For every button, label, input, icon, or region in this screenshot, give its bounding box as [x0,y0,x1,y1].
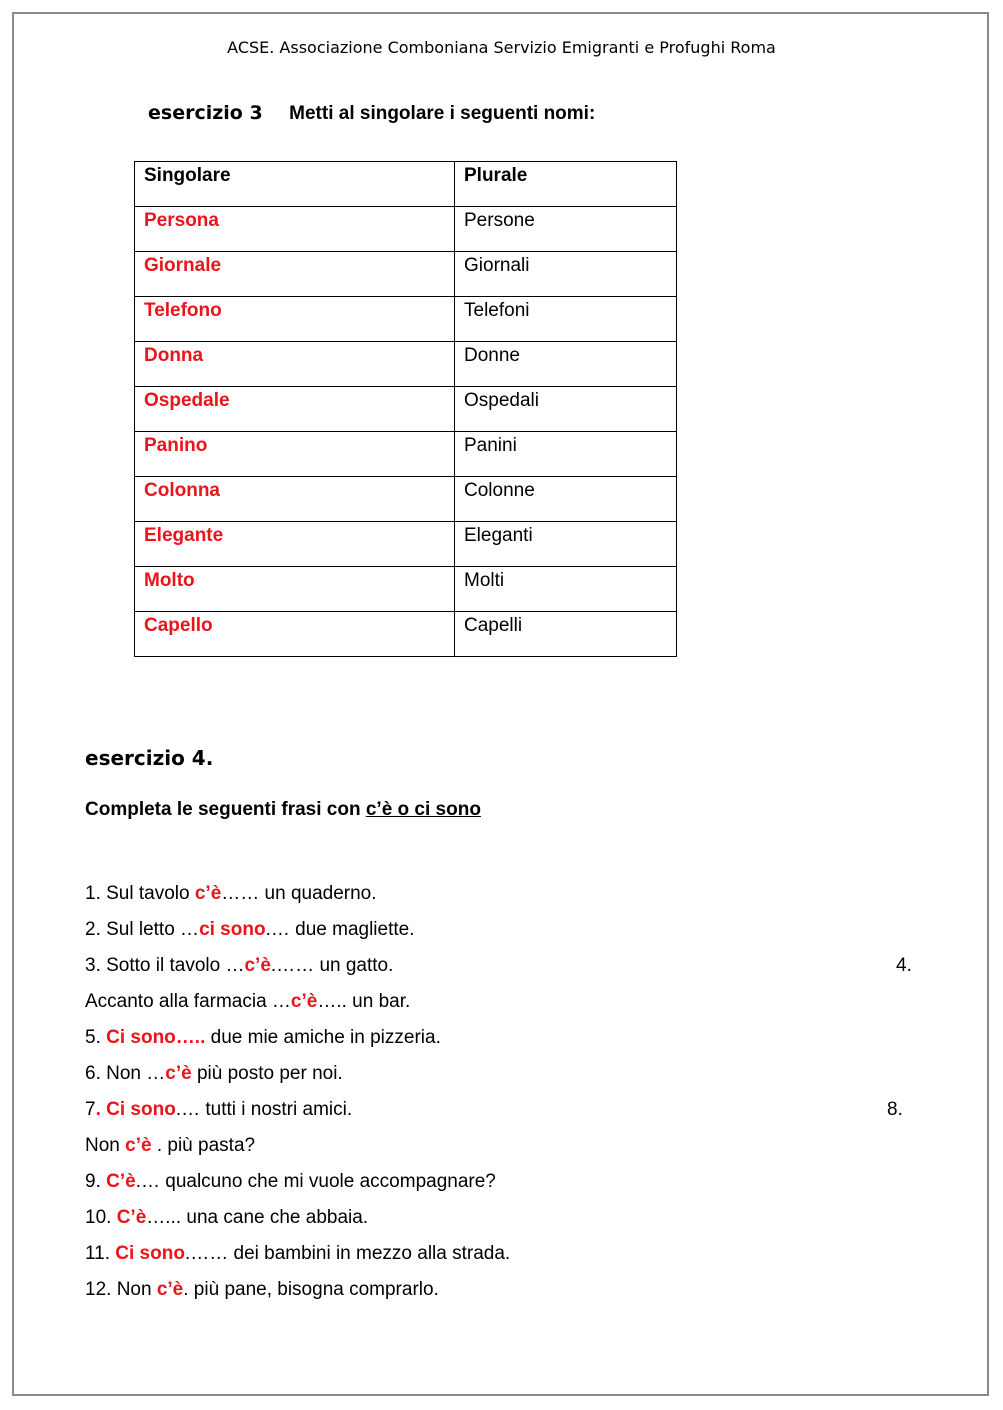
sentence-text: …... una cane che abbaia. [146,1207,369,1228]
table-row [135,432,677,477]
sentence-line [85,1133,925,1169]
answer-text: c’è [290,991,318,1012]
singular-cell: Panino [135,432,455,477]
sentence-line [85,1277,925,1313]
sentence-text: 2. Sul letto … [85,919,200,940]
sentence-text: 11. [85,1243,116,1264]
table-row [135,207,677,252]
col-singular-header: Singolare [135,162,455,207]
sentence-line [85,989,925,1025]
singular-cell: Elegante [135,522,455,567]
sentence-line [85,1025,925,1061]
plural-cell: Molti [455,567,677,612]
sentence-text: .… tutti i nostri amici. [175,1099,353,1120]
sentence-line [85,1097,925,1133]
table-row [135,477,677,522]
exercise3-instruction: Metti al singolare i seguenti nomi: [289,103,596,124]
singular-cell: Telefono [135,297,455,342]
answer-text: Ci sono [115,1243,185,1264]
plural-cell: Panini [455,432,677,477]
answer-text: c’è [244,955,271,976]
answer-text: Ci sono….. [106,1027,206,1048]
sentence-text: ….. un bar. [317,991,411,1012]
sentence-line [85,917,925,953]
answer-text: . Ci sono [95,1099,176,1120]
exercise3-title: esercizio 3 [148,102,263,124]
sentence-text: .…… dei bambini in mezzo alla strada. [184,1243,511,1264]
plural-cell: Ospedali [455,387,677,432]
page-header: ACSE. Associazione Comboniana Servizio Emigranti e Profughi Roma [227,38,776,57]
sentence-line [85,1169,925,1205]
sentence-line [85,953,925,989]
answer-text: ci sono [199,919,266,940]
sentence-text: 6. Non … [85,1063,166,1084]
answer-text: c’è [156,1279,184,1300]
table-row [135,342,677,387]
plural-cell: Giornali [455,252,677,297]
singular-cell: Giornale [135,252,455,297]
instruction-prefix: Completa le seguenti frasi con [85,799,366,820]
col-plural-header: Plurale [455,162,677,207]
answer-text: C’è [106,1171,136,1192]
sentence-text: 12. Non [85,1279,157,1300]
table-row [135,522,677,567]
answer-text: c’è [194,883,222,904]
sentence-text: 1. Sul tavolo [85,883,195,904]
singular-cell: Persona [135,207,455,252]
table-header-row [135,162,677,207]
sentence-text: 10. [85,1207,117,1228]
sentence-list [85,881,925,1313]
answer-text: C’è [116,1207,147,1228]
exercise4-title: esercizio 4. [85,746,214,770]
table-row [135,387,677,432]
sentence-text: Non [85,1135,126,1156]
singular-cell: Capello [135,612,455,657]
sentence-text: due mie amiche in pizzeria. [205,1027,441,1048]
sentence-text: più posto per noi. [191,1063,343,1084]
singular-cell: Molto [135,567,455,612]
sentence-text: 7 [85,1099,96,1120]
sentence-line [85,881,925,917]
sentence-text: .… qualcuno che mi vuole accompagnare? [135,1171,496,1192]
plural-cell: Capelli [455,612,677,657]
sentence-text: . più pane, bisogna comprarlo. [183,1279,439,1300]
sentence-line [85,1241,925,1277]
plural-cell: Colonne [455,477,677,522]
sentence-number: 4. [896,955,912,976]
table-row [135,567,677,612]
exercise4-instruction [85,799,481,821]
table-row [135,252,677,297]
sentence-text: 5. [85,1027,107,1048]
sentence-line [85,1061,925,1097]
sentence-text: 9. [85,1171,107,1192]
answer-text: c’è [125,1135,152,1156]
plural-cell: Telefoni [455,297,677,342]
plural-cell: Donne [455,342,677,387]
noun-table [134,161,677,657]
answer-text: c’è [165,1063,192,1084]
plural-cell: Eleganti [455,522,677,567]
singular-cell: Colonna [135,477,455,522]
sentence-text: …… un quaderno. [221,883,377,904]
table-row [135,297,677,342]
sentence-text: . più pasta? [151,1135,256,1156]
sentence-text: .… due magliette. [265,919,415,940]
singular-cell: Ospedale [135,387,455,432]
sentence-text: .…… un gatto. [270,955,394,976]
singular-cell: Donna [135,342,455,387]
sentence-text: 3. Sotto il tavolo … [85,955,245,976]
exercise3-heading [148,102,595,125]
plural-cell: Persone [455,207,677,252]
table-row [135,612,677,657]
sentence-number: 8. [887,1099,903,1120]
instruction-underlined: c’è o ci sono [365,799,481,820]
sentence-text: Accanto alla farmacia … [85,991,291,1012]
sentence-line [85,1205,925,1241]
